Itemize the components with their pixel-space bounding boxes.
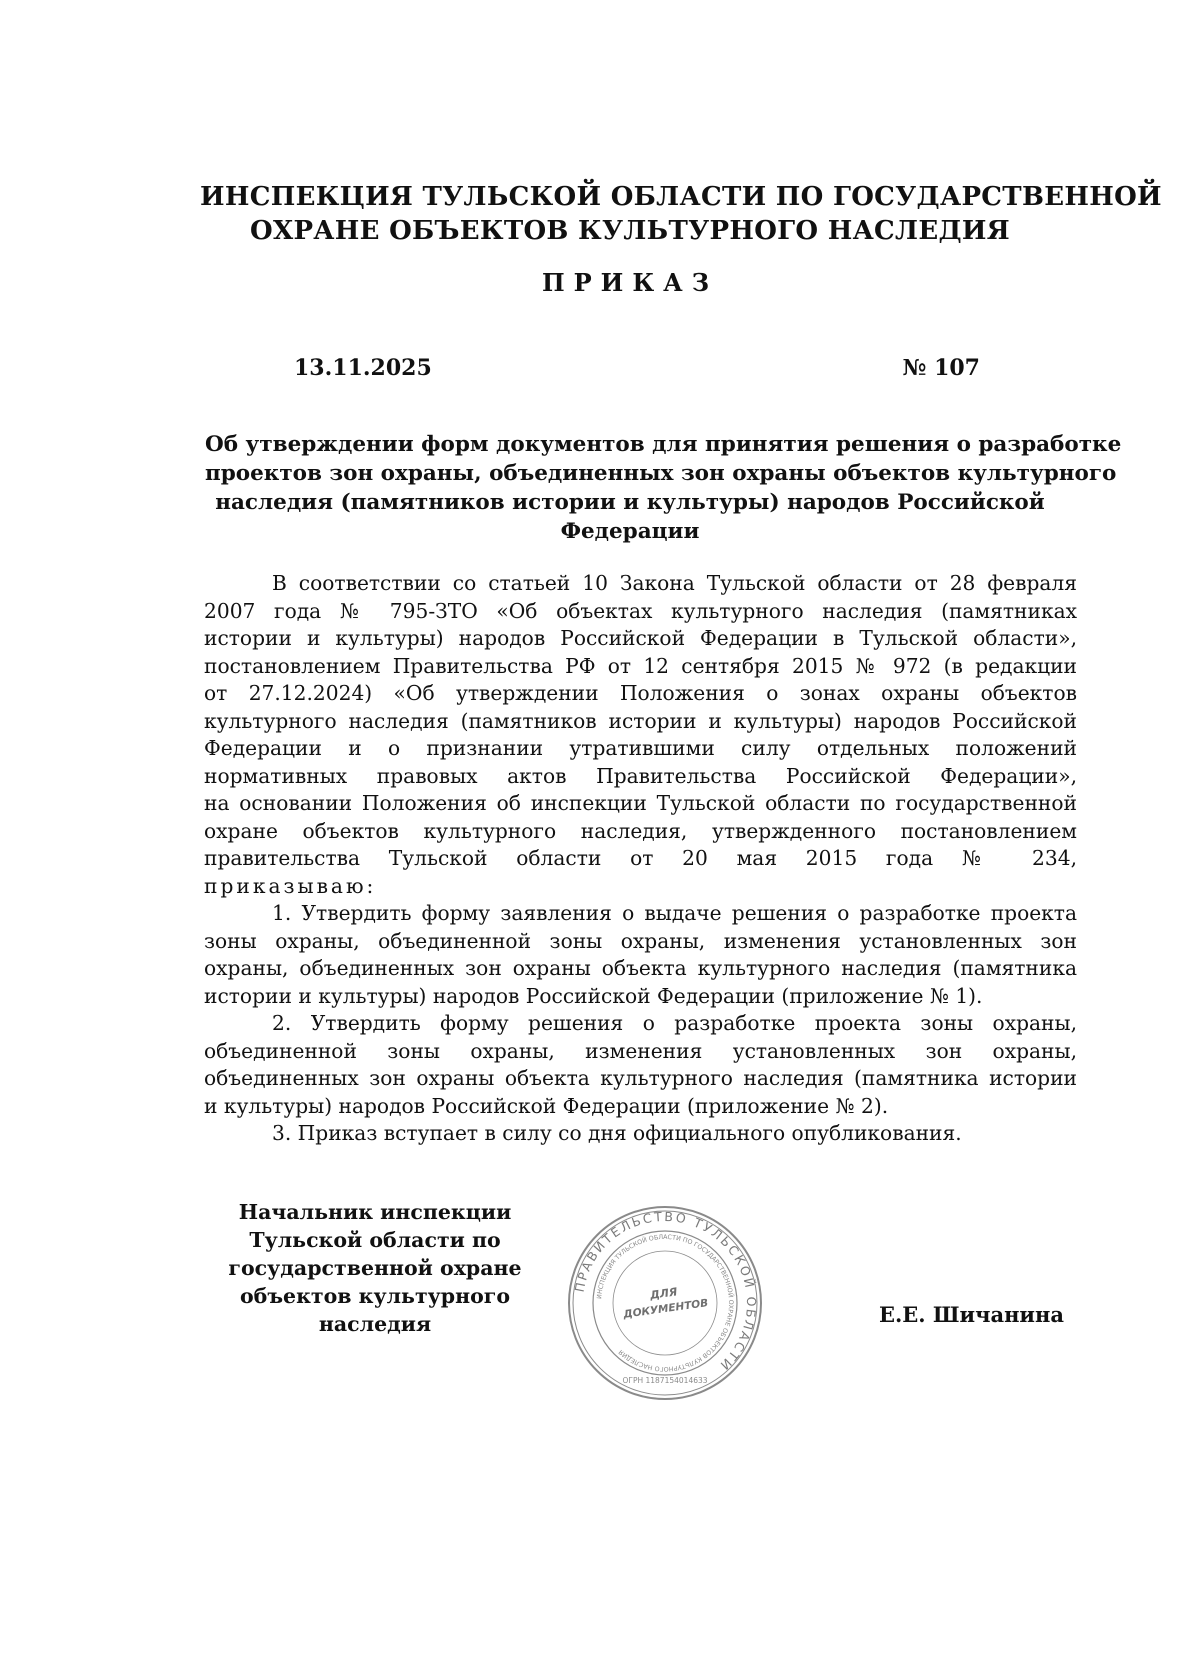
preamble-line: правительства Тульской области от 20 мая 2015 года № 234, <box>204 846 1077 870</box>
issuing-authority-header <box>200 180 1162 248</box>
item-2-line: 2. Утвердить форму решения о разработке проекта зоны охраны, <box>272 1011 1077 1035</box>
signatory-position-line: наследия <box>318 1312 432 1336</box>
order-subject <box>205 430 1122 546</box>
order-date: 13.11.2025 <box>294 355 432 381</box>
item-3-line: 3. Приказ вступает в силу со дня официального опубликования. <box>272 1121 962 1145</box>
subject-line: Об утверждении форм документов для принятия решения о разработке <box>205 432 1122 457</box>
stamp-seal-graphic <box>565 1203 765 1403</box>
signatory-position-line: Начальник инспекции <box>238 1200 512 1224</box>
order-verb: приказываю: <box>204 873 377 898</box>
preamble-line: В соответствии со статьей 10 Закона Тульской области от 28 февраля <box>272 571 1077 595</box>
preamble-line: 2007 года № 795-ЗТО «Об объектах культурного наследия (памятниках <box>204 598 1077 623</box>
signatory-name: Е.Е. Шичанина <box>878 1302 1064 1327</box>
item-1-line: истории и культуры) народов Российской Федерации (приложение № 1). <box>204 983 983 1008</box>
subject-line: проектов зон охраны, объединенных зон охраны объектов культурного <box>205 461 1117 486</box>
stamp-ogrn: ОГРН 1187154014633 <box>622 1376 708 1385</box>
item-2-line: объединенной зоны охраны, изменения установленных зон охраны, <box>204 1038 1077 1063</box>
preamble-line: от 27.12.2024) «Об утверждении Положения о зонах охраны объектов <box>204 681 1077 705</box>
signatory-position <box>225 1198 525 1338</box>
preamble-line: нормативных правовых актов Правительства Российской Федерации», <box>204 763 1077 788</box>
subject-line: наследия (памятников истории и культуры) народов Российской <box>215 490 1045 515</box>
stamp-inner-text: ИНСПЕКЦИЯ ТУЛЬСКОЙ ОБЛАСТИ ПО ГОСУДАРСТВЕННОЙ ОХРАНЕ ОБЪЕКТОВ КУЛЬТУРНОГО НАСЛЕДИЯ <box>596 1233 735 1373</box>
preamble-line: Федерации и о признании утратившими силу отдельных положений <box>204 736 1077 760</box>
official-stamp <box>565 1203 765 1403</box>
signatory-position-line: объектов культурного <box>239 1284 511 1308</box>
order-number: № 107 <box>902 355 980 381</box>
signatory-position-line: государственной охране <box>228 1256 522 1280</box>
item-2-line: объединенных зон охраны объекта культурного наследия (памятника истории <box>204 1066 1077 1090</box>
order-body <box>204 570 1077 1148</box>
document-type-title: ПРИКАЗ <box>541 268 719 297</box>
header-line-1: ИНСПЕКЦИЯ ТУЛЬСКОЙ ОБЛАСТИ ПО ГОСУДАРСТВЕННОЙ <box>200 182 1162 212</box>
preamble-line: охране объектов культурного наследия, утвержденного постановлением <box>204 818 1077 843</box>
stamp-center-line-1: ДЛЯ <box>649 1285 679 1302</box>
item-1-line: зоны охраны, объединенной зоны охраны, изменения установленных зон <box>204 928 1077 953</box>
signatory-position-line: Тульской области по <box>249 1228 501 1252</box>
item-1-line: охраны, объединенных зон охраны объекта культурного наследия (памятника <box>204 956 1077 980</box>
stamp-outer-text: ПРАВИТЕЛЬСТВО ТУЛЬСКОЙ ОБЛАСТИ <box>571 1208 760 1375</box>
preamble-line: постановлением Правительства РФ от 12 сентября 2015 № 972 (в редакции <box>204 653 1077 678</box>
subject-line: Федерации <box>560 519 700 544</box>
item-2-line: и культуры) народов Российской Федерации (приложение № 2). <box>204 1093 889 1118</box>
preamble-line: истории и культуры) народов Российской Федерации в Тульской области», <box>204 626 1077 650</box>
stamp-center-line-2: ДОКУМЕНТОВ <box>622 1297 709 1321</box>
preamble-line: культурного наследия (памятников истории и культуры) народов Российской <box>204 708 1077 733</box>
item-1-line: 1. Утвердить форму заявления о выдаче решения о разработке проекта <box>272 901 1077 925</box>
header-line-2: ОХРАНЕ ОБЪЕКТОВ КУЛЬТУРНОГО НАСЛЕДИЯ <box>250 216 1010 246</box>
preamble-line: на основании Положения об инспекции Тульской области по государственной <box>204 791 1077 815</box>
